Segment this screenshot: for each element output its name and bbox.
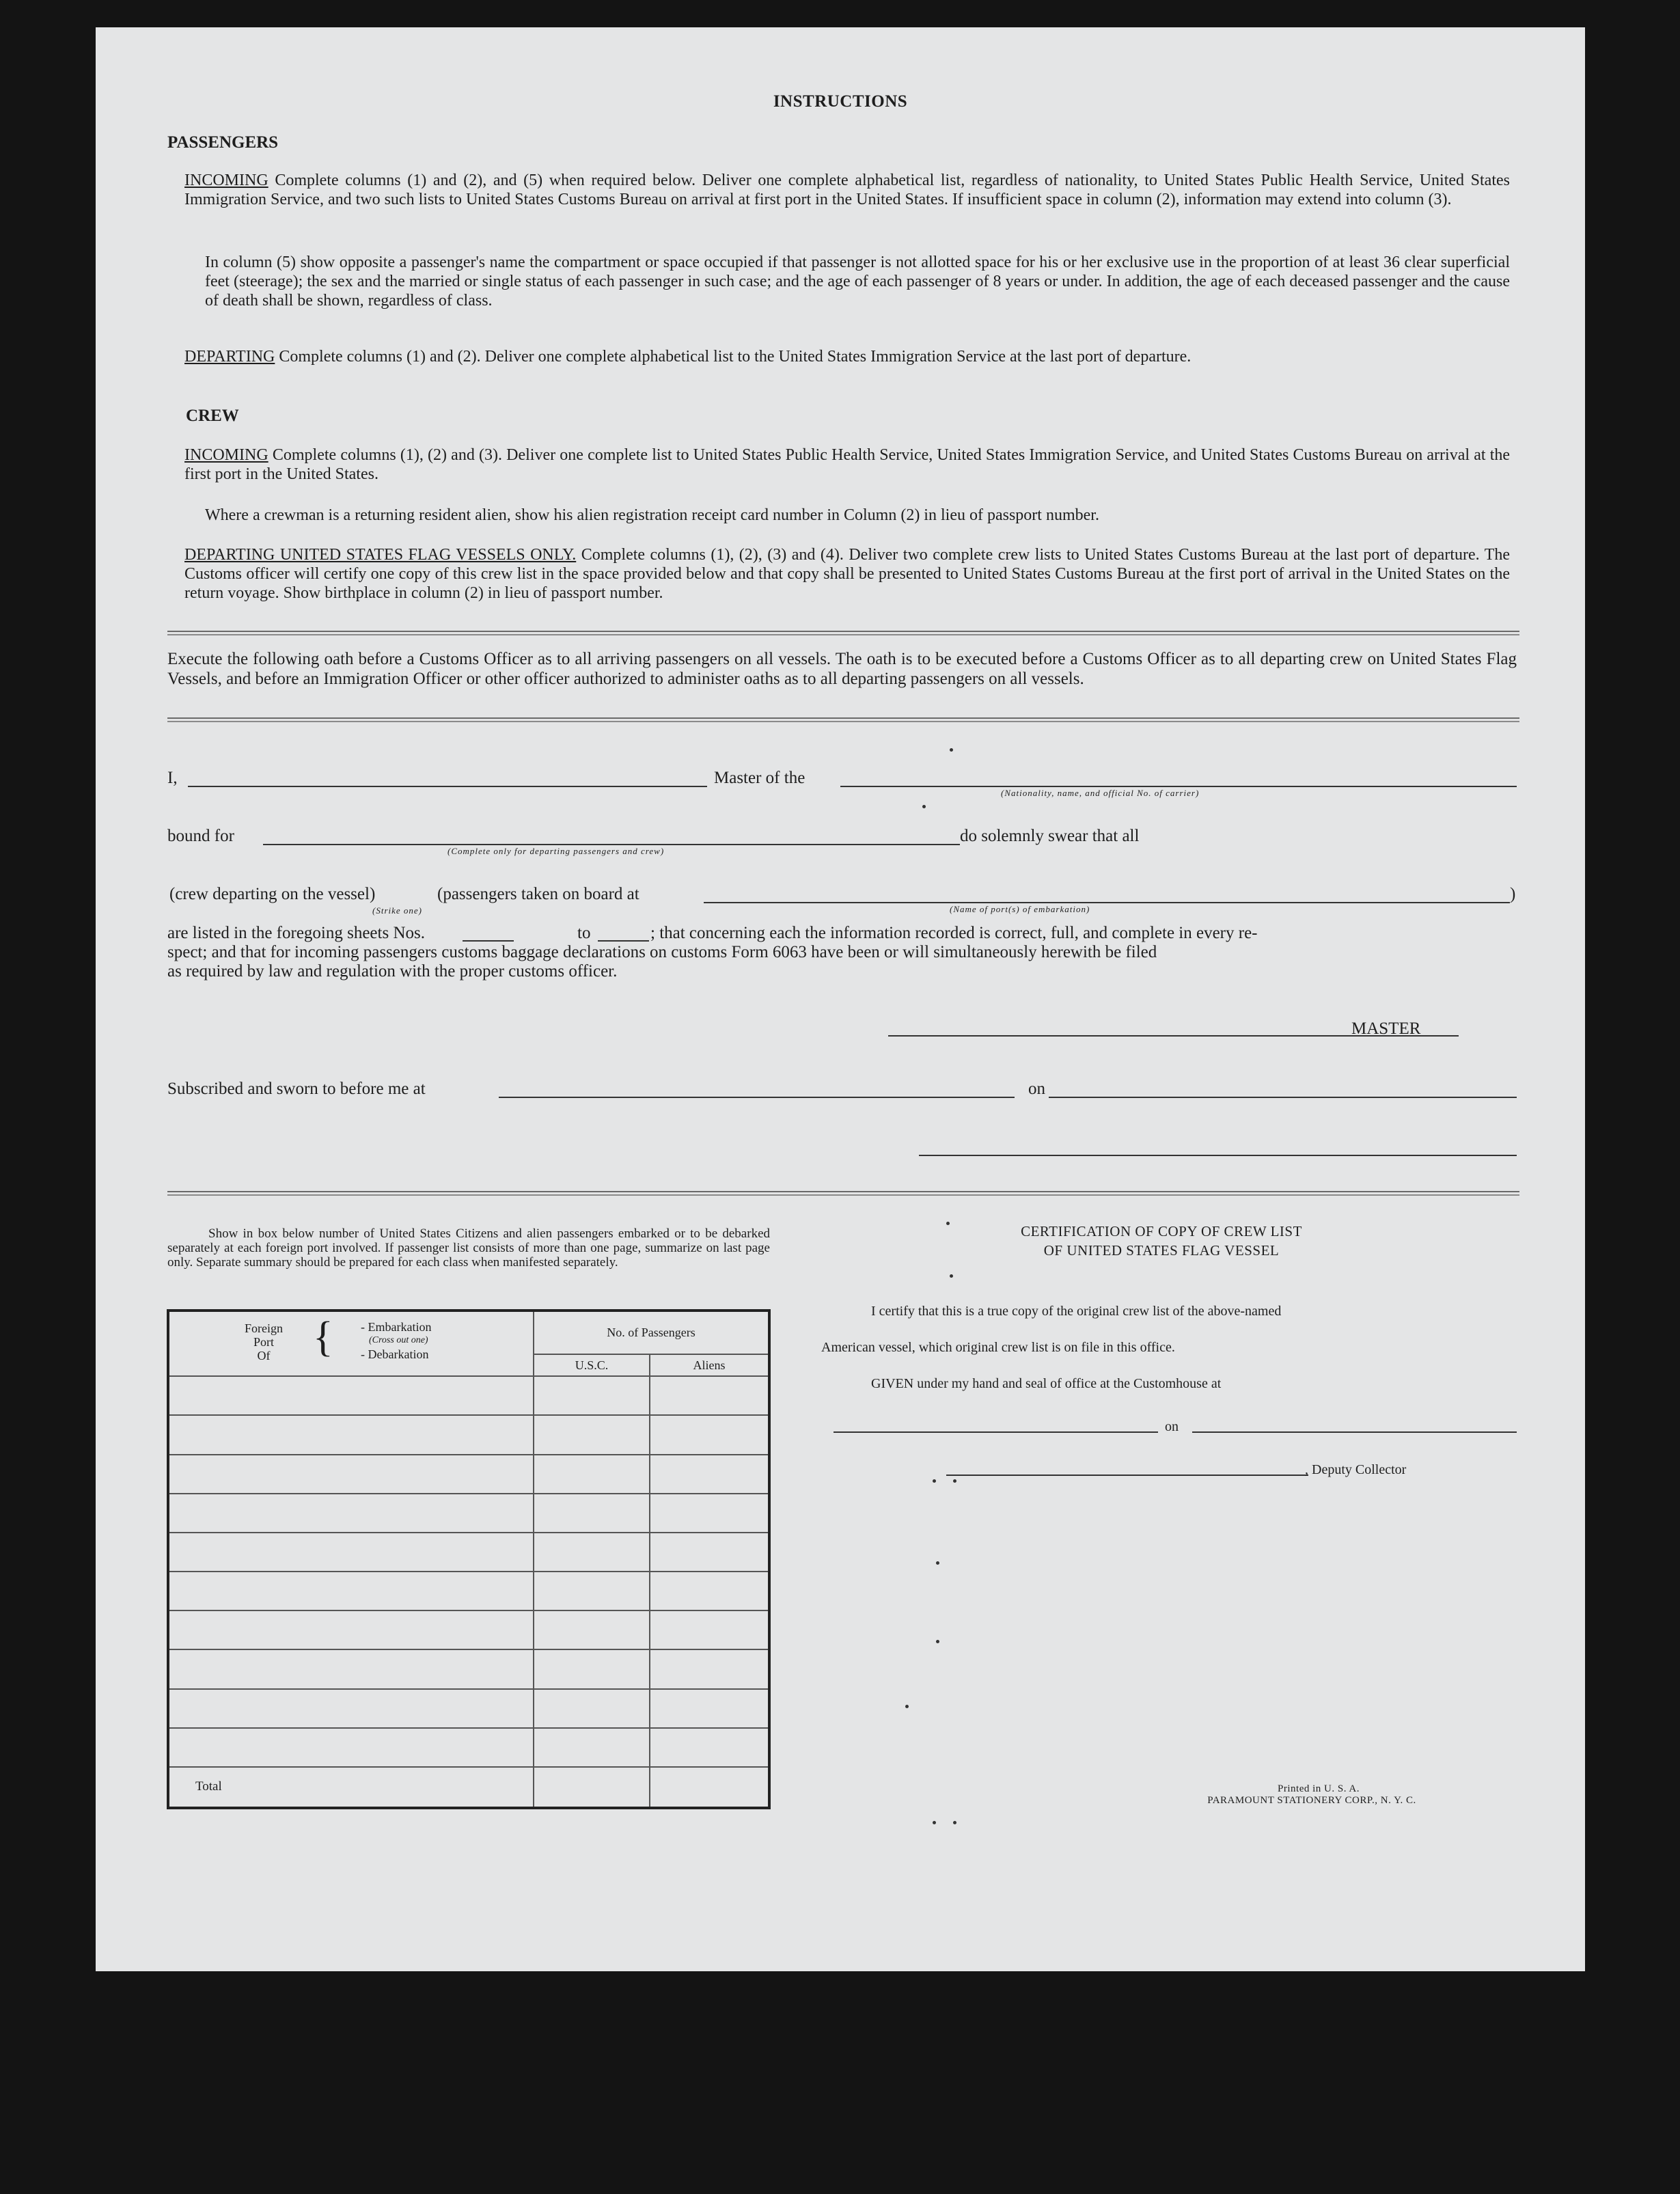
port-cell[interactable] xyxy=(168,1728,534,1767)
smudge-dot xyxy=(953,1479,956,1483)
usc-cell[interactable] xyxy=(534,1728,650,1767)
given-text: GIVEN under my hand and seal of office at the Customhouse at xyxy=(871,1376,1222,1391)
port-cell[interactable] xyxy=(168,1455,534,1494)
port-cell[interactable] xyxy=(168,1649,534,1688)
port-cell[interactable] xyxy=(168,1376,534,1415)
subscribed-label: Subscribed and sworn to before me at xyxy=(167,1080,426,1098)
sworn-on-label: on xyxy=(1028,1080,1045,1098)
smudge-dot xyxy=(933,1479,936,1483)
sworn-place-line[interactable] xyxy=(499,1097,1015,1098)
passengers-heading: PASSENGERS xyxy=(167,133,279,152)
usc-total-cell[interactable] xyxy=(534,1767,650,1808)
listed-text-3: spect; and that for incoming passengers customs baggage declarations on customs Form 6063 have been or will simultaneously herewith be filed xyxy=(167,943,1157,961)
strike-one-caption: (Strike one) xyxy=(372,905,423,916)
sworn-date-line[interactable] xyxy=(1049,1097,1517,1098)
certification-title: CERTIFICATION OF COPY OF CREW LIST OF UNITED STATES FLAG VESSEL xyxy=(1021,1223,1302,1259)
bound-for-caption: (Complete only for departing passengers and crew) xyxy=(447,846,665,856)
smudge-dot xyxy=(946,1222,950,1225)
passengers-departing-paragraph xyxy=(184,347,1510,366)
oath-i-label: I, xyxy=(167,769,178,787)
usc-cell[interactable] xyxy=(534,1610,650,1649)
port-cell[interactable] xyxy=(168,1572,534,1610)
aliens-cell[interactable] xyxy=(650,1649,769,1688)
embarkation-ports-line[interactable] xyxy=(704,902,1510,903)
no-of-passengers-header: No. of Passengers xyxy=(534,1311,769,1354)
passenger-summary-table xyxy=(167,1309,771,1809)
usc-cell[interactable] xyxy=(534,1376,650,1415)
listed-text-1: are listed in the foregoing sheets Nos. xyxy=(167,924,425,942)
usc-cell[interactable] xyxy=(534,1572,650,1610)
crew-departing-text: Complete columns (1), (2), (3) and (4). Deliver two complete crew lists to United States Customs Bureau at the last port of departure. The Customs officer will certify one copy of this crew list in the space provided below and that copy shall be presented to United States Customs Bureau at the first port of arrival in the United States on the return voyage. Show birthplace in column (2) in lieu of passport number. xyxy=(184,546,1511,602)
crew-departing-paragraph xyxy=(184,545,1510,603)
table-row xyxy=(168,1610,769,1649)
port-cell[interactable] xyxy=(168,1415,534,1454)
customhouse-line[interactable] xyxy=(834,1431,1158,1433)
table-row xyxy=(168,1689,769,1728)
passengers-taken-option: (passengers taken on board at xyxy=(437,885,639,903)
aliens-cell[interactable] xyxy=(650,1572,769,1610)
crew-incoming-paragraph xyxy=(184,445,1510,484)
aliens-cell[interactable] xyxy=(650,1533,769,1572)
passengers-incoming-text: Complete columns (1) and (2), and (5) when required below. Deliver one complete alphabetical list, regardless of nationality, to United States Public Health Service, United States Immigration Service, and two such lists to United States Customs Bureau on arrival at first port in the United States. If insufficient space in column (2), information may extend into column (3). xyxy=(184,172,1510,208)
aliens-cell[interactable] xyxy=(650,1455,769,1494)
deputy-signature-line[interactable] xyxy=(946,1475,1308,1476)
port-cell[interactable] xyxy=(168,1494,534,1533)
crew-resident-paragraph: Where a crewman is a returning resident alien, show his alien registration receipt card number in Column (2) in lieu of passport number. xyxy=(205,506,1099,524)
american-vessel-text: American vessel, which original crew list is on file in this office. xyxy=(821,1340,1175,1355)
table-row xyxy=(168,1728,769,1767)
table-row xyxy=(168,1572,769,1610)
crew-incoming-label: INCOMING xyxy=(184,446,268,464)
certify-text: I certify that this is a true copy of the original crew list of the above-named xyxy=(871,1304,1282,1319)
usc-header: U.S.C. xyxy=(534,1354,650,1376)
carrier-caption: (Nationality, name, and official No. of carrier) xyxy=(1001,788,1200,798)
aliens-cell[interactable] xyxy=(650,1728,769,1767)
usc-cell[interactable] xyxy=(534,1533,650,1572)
separator-rule xyxy=(167,631,1519,635)
crew-heading: CREW xyxy=(186,407,239,425)
master-name-line[interactable] xyxy=(188,786,707,787)
smudge-dot xyxy=(936,1561,939,1565)
crew-departing-option: (crew departing on the vessel) xyxy=(169,885,376,903)
cert-date-line[interactable] xyxy=(1192,1431,1517,1433)
smudge-dot xyxy=(950,1274,953,1278)
total-label: Total xyxy=(168,1767,534,1808)
master-of-the-label: Master of the xyxy=(714,769,805,787)
listed-to-label: to xyxy=(577,924,591,942)
table-row xyxy=(168,1455,769,1494)
port-cell[interactable] xyxy=(168,1533,534,1572)
usc-cell[interactable] xyxy=(534,1649,650,1688)
bound-for-label: bound for xyxy=(167,827,234,845)
passengers-incoming-paragraph xyxy=(184,171,1510,209)
usc-cell[interactable] xyxy=(534,1494,650,1533)
port-cell[interactable] xyxy=(168,1610,534,1649)
table-row xyxy=(168,1415,769,1454)
execute-oath-paragraph: Execute the following oath before a Customs Officer as to all arriving passengers on all vessels. The oath is to be executed before a Customs Officer as to all departing crew on United States Flag Vessels, and before an Immigration Officer or other officer authorized to administer oaths as to all departing passengers on all vessels. xyxy=(167,650,1517,688)
passengers-column5-paragraph: In column (5) show opposite a passenger's name the compartment or space occupied if that passenger is not allotted space for his or her exclusive use in the proportion of at least 36 clear superficial feet (steerage); the sex and the married or single status of each passenger in such case; and the age of each passenger of 8 years or under. In addition, the age of each deceased passenger and the cause of death shall be shown, regardless of class. xyxy=(205,253,1510,310)
carrier-line[interactable] xyxy=(840,786,1517,787)
smudge-dot xyxy=(950,748,953,752)
listed-text-4: as required by law and regulation with the proper customs officer. xyxy=(167,962,618,981)
aliens-cell[interactable] xyxy=(650,1494,769,1533)
table-row xyxy=(168,1494,769,1533)
smudge-dot xyxy=(933,1821,936,1824)
ports-caption: (Name of port(s) of embarkation) xyxy=(950,904,1090,914)
usc-cell[interactable] xyxy=(534,1689,650,1728)
page-title: INSTRUCTIONS xyxy=(773,92,908,111)
close-paren: ) xyxy=(1510,885,1516,903)
brace: { xyxy=(313,1314,333,1360)
aliens-cell[interactable] xyxy=(650,1689,769,1728)
table-row xyxy=(168,1376,769,1415)
sheet-from-line[interactable] xyxy=(463,940,514,942)
table-row xyxy=(168,1649,769,1688)
usc-cell[interactable] xyxy=(534,1455,650,1494)
aliens-cell[interactable] xyxy=(650,1610,769,1649)
foreign-port-of-label: Foreign Port Of xyxy=(245,1321,283,1362)
passengers-departing-text: Complete columns (1) and (2). Deliver one complete alphabetical list to the United States Immigration Service at the last port of departure. xyxy=(279,348,1192,366)
deputy-collector-label: , Deputy Collector xyxy=(1305,1462,1407,1477)
master-label: MASTER xyxy=(1351,1019,1421,1038)
port-header-cell xyxy=(168,1311,534,1376)
table-row xyxy=(168,1533,769,1572)
listed-text-2: ; that concerning each the information recorded is correct, full, and complete in every re- xyxy=(650,924,1258,942)
embark-debark-labels: - Embarkation (Cross out one) - Debarkation xyxy=(361,1320,432,1361)
crew-departing-label: DEPARTING UNITED STATES FLAG VESSELS ONLY. xyxy=(184,546,577,564)
passengers-incoming-label: INCOMING xyxy=(184,172,268,189)
bound-for-line[interactable] xyxy=(263,844,960,845)
officer-signature-line[interactable] xyxy=(919,1155,1517,1156)
aliens-total-cell[interactable] xyxy=(650,1767,769,1808)
port-cell[interactable] xyxy=(168,1689,534,1728)
swear-label: do solemnly swear that all xyxy=(960,827,1140,845)
smudge-dot xyxy=(936,1640,939,1643)
summary-instructions: Show in box below number of United States Citizens and alien passengers embarked or to be debarked separately at each foreign port involved. If passenger list consists of more than one page, summarize on last page only. Separate summary should be prepared for each class when manifested separately. xyxy=(167,1226,770,1270)
separator-rule xyxy=(167,1191,1519,1196)
printer-imprint: Printed in U. S. A. PARAMOUNT STATIONERY CORP., N. Y. C. xyxy=(1207,1783,1416,1806)
cert-on-label: on xyxy=(1165,1419,1179,1434)
total-row xyxy=(168,1767,769,1808)
form-sheet xyxy=(96,27,1585,1971)
smudge-dot xyxy=(905,1705,909,1708)
passengers-departing-label: DEPARTING xyxy=(184,348,275,366)
sheet-to-line[interactable] xyxy=(598,940,649,942)
separator-rule xyxy=(167,717,1519,722)
aliens-cell[interactable] xyxy=(650,1376,769,1415)
usc-cell[interactable] xyxy=(534,1415,650,1454)
crew-incoming-text: Complete columns (1), (2) and (3). Deliver one complete list to United States Public Health Service, United States Immigration Service, and United States Customs Bureau on arrival at the first port in the United States. xyxy=(184,446,1511,483)
aliens-header: Aliens xyxy=(650,1354,769,1376)
smudge-dot xyxy=(953,1821,956,1824)
smudge-dot xyxy=(922,805,926,808)
aliens-cell[interactable] xyxy=(650,1415,769,1454)
